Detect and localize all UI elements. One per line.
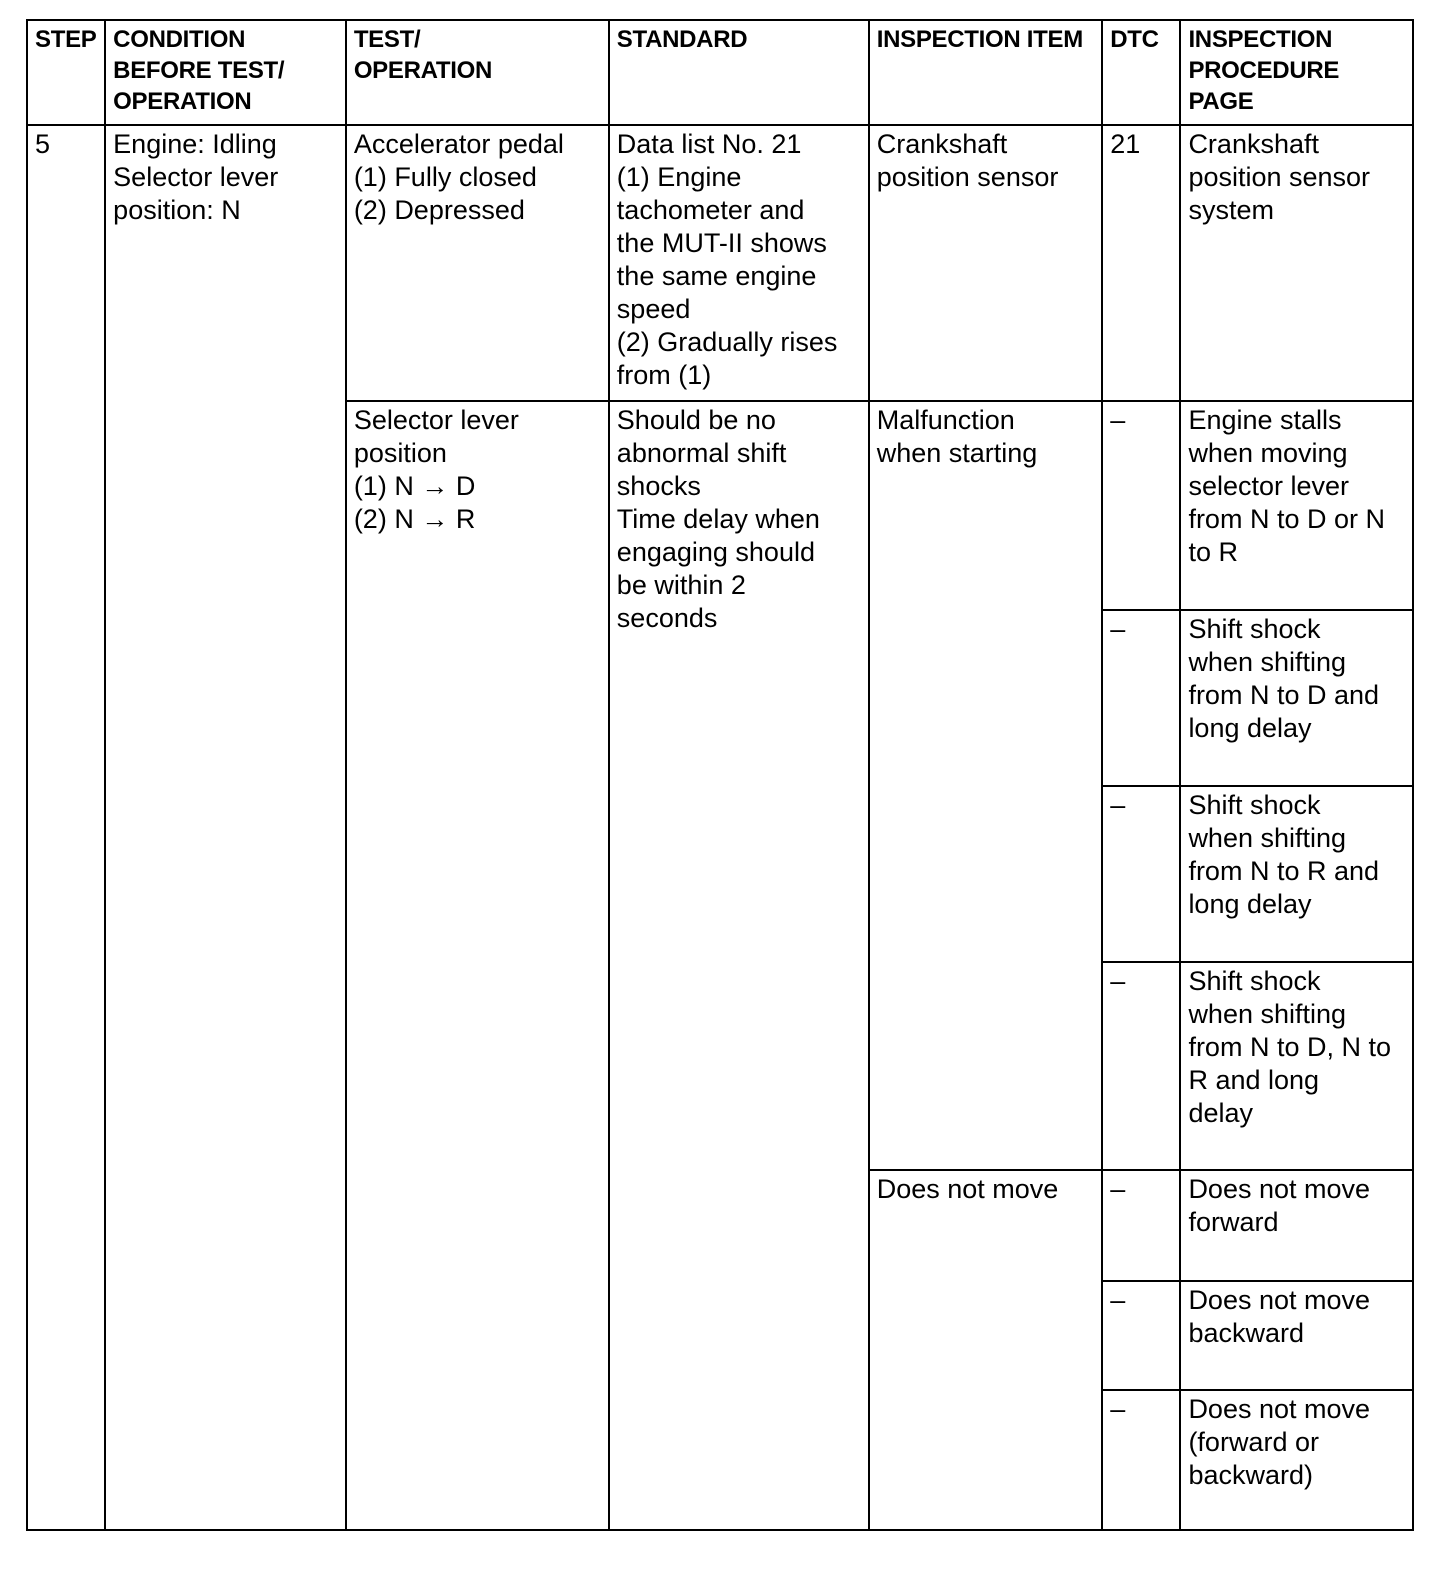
header-row (27, 20, 1413, 125)
procedure-cell: Does not move (forward or backward) (1180, 1390, 1413, 1530)
test-operation-cell: Accelerator pedal (1) Fully closed (2) Depressed (346, 125, 609, 401)
procedure-cell: Engine stalls when moving selector lever from N to D or N to R (1180, 401, 1413, 610)
test-operation-cell: Selector lever position (1) N → D (2) N → R (346, 401, 609, 1530)
procedure-cell: Shift shock when shifting from N to D, N to R and long delay (1180, 962, 1413, 1170)
procedure-cell: Does not move backward (1180, 1281, 1413, 1390)
dtc-cell: – (1102, 786, 1180, 962)
inspection-table (26, 19, 1414, 1531)
step-cell: 5 (27, 125, 105, 1530)
procedure-cell: Shift shock when shifting from N to R and long delay (1180, 786, 1413, 962)
procedure-cell: Does not move forward (1180, 1170, 1413, 1281)
inspection-item-cell: Crankshaft position sensor (869, 125, 1103, 401)
procedure-cell: Crankshaft position sensor system (1180, 125, 1413, 401)
dtc-cell: – (1102, 1390, 1180, 1530)
inspection-item-cell: Malfunction when starting (869, 401, 1103, 1170)
header-inspection-procedure-page: INSPECTION PROCEDURE PAGE (1180, 20, 1413, 125)
inspection-item-cell: Does not move (869, 1170, 1103, 1530)
standard-cell: Data list No. 21 (1) Engine tachometer and the MUT-II shows the same engine speed (2) Gradually rises from (1) (609, 125, 869, 401)
dtc-cell: – (1102, 962, 1180, 1170)
header-standard: STANDARD (609, 20, 869, 125)
procedure-cell: Shift shock when shifting from N to D and long delay (1180, 610, 1413, 786)
header-test-operation: TEST/ OPERATION (346, 20, 609, 125)
header-step: STEP (27, 20, 105, 125)
dtc-cell: 21 (1102, 125, 1180, 401)
table-row (27, 125, 1413, 401)
standard-cell: Should be no abnormal shift shocks Time delay when engaging should be within 2 seconds (609, 401, 869, 1530)
condition-cell: Engine: Idling Selector lever position: N (105, 125, 346, 1530)
header-condition: CONDITION BEFORE TEST/ OPERATION (105, 20, 346, 125)
header-inspection-item: INSPECTION ITEM (869, 20, 1103, 125)
dtc-cell: – (1102, 1170, 1180, 1281)
header-dtc: DTC (1102, 20, 1180, 125)
dtc-cell: – (1102, 401, 1180, 610)
dtc-cell: – (1102, 610, 1180, 786)
dtc-cell: – (1102, 1281, 1180, 1390)
